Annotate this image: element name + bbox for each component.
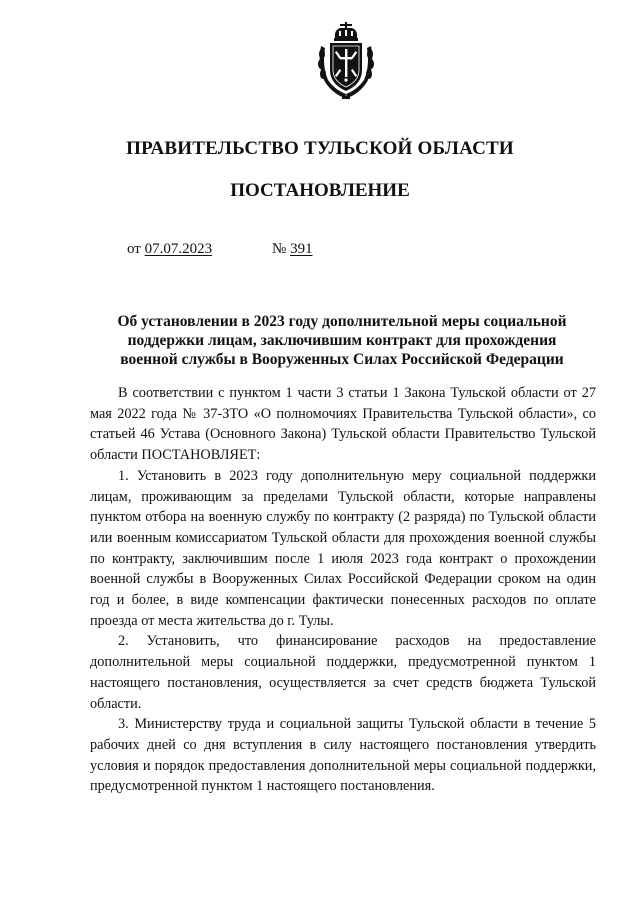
- clause-3-paragraph: 3. Министерству труда и социальной защиты Тульской области в течение 5 рабочих дней со дня вступления в силу настоящего постановления утвердить условия и порядок предоставления дополнительной меры социальной поддержки, предусмотренной пунктом 1 настоящего постановления.: [90, 716, 596, 795]
- document-date: [127, 241, 212, 258]
- document-body: [90, 383, 596, 797]
- tula-region-coat-of-arms-icon: [315, 22, 377, 102]
- title-line: военной службы в Вооруженных Силах Российской Федерации: [120, 351, 564, 368]
- clause-2-paragraph: 2. Установить, что финансирование расходов на предоставление дополнительной меры социальной поддержки, предусмотренной пунктом 1 настоящего постановления, осуществляется за счет средств бюджета Тульской области.: [90, 633, 596, 712]
- number-prefix: №: [272, 241, 287, 257]
- document-number: [272, 241, 313, 258]
- date-prefix: от: [127, 241, 141, 257]
- number-value: 391: [290, 241, 313, 257]
- title-line: Об установлении в 2023 году дополнительной меры социальной: [117, 313, 567, 330]
- document-title: [100, 312, 584, 369]
- clause-1-paragraph: 1. Установить в 2023 году дополнительную меру социальной поддержки лицам, проживающим за пределами Тульской области, которые направлены пунктом отбора на военную службу по контракту (2 разряда) по Тульской области или военным комиссариатом Тульской области для прохождения военной службы по контракту, заключившим после 1 июля 2023 года контракт о прохождении военной службы в Вооруженных Силах Российской Федерации сроком на один год и более, в виде компенсации фактически понесенных расходов по оплате проезда от места жительства до г. Тулы.: [90, 467, 596, 629]
- government-name: ПРАВИТЕЛЬСТВО ТУЛЬСКОЙ ОБЛАСТИ: [126, 138, 514, 159]
- date-value: 07.07.2023: [144, 241, 213, 257]
- document-type: ПОСТАНОВЛЕНИЕ: [230, 180, 410, 201]
- preamble-paragraph: В соответствии с пунктом 1 части 3 статьи 1 Закона Тульской области от 27 мая 2022 года № 37-ЗТО «О полномочиях Правительства Тульской области», со статьей 46 Устава (Основного Закона) Тульской области Правительство Тульской области ПОСТАНОВЛЯЕТ:: [90, 385, 596, 464]
- title-line: поддержки лицам, заключившим контракт для прохождения: [127, 332, 557, 349]
